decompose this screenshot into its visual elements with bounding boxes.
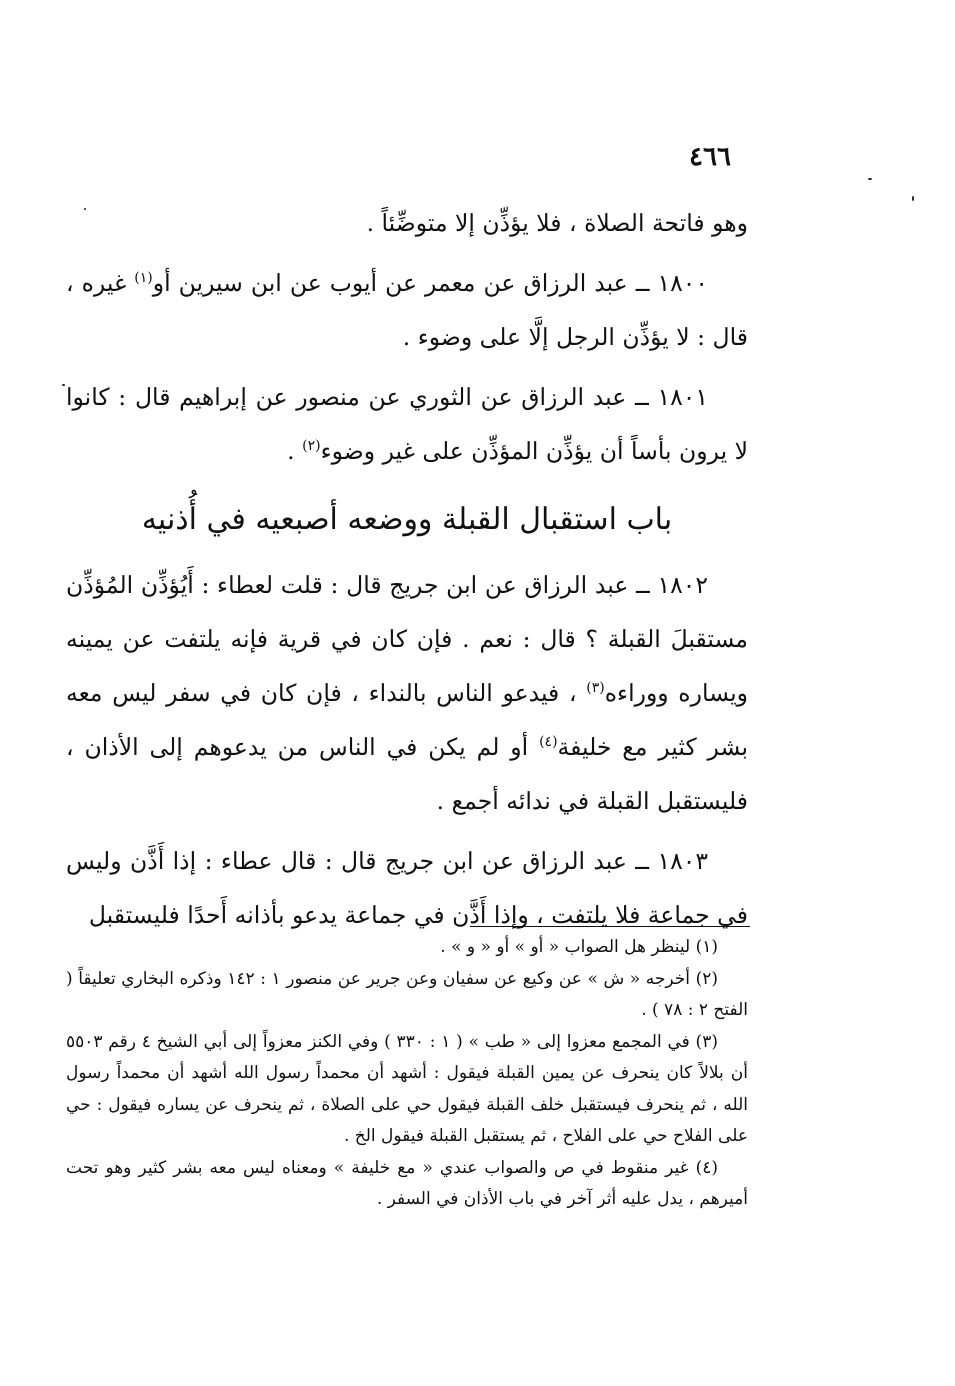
footnote-1: (١) لينظر هل الصواب « أو » أو « و » . <box>440 937 718 957</box>
paragraph-continuation: وهو فاتحة الصلاة ، فلا يؤذِّن إلا متوضِّئاً . <box>366 209 748 237</box>
p1802-c: أو لم يكن في الناس من يدعوهم إلى الأذان ، فليستقبل القبلة في ندائه أجمع . <box>66 733 748 815</box>
footnote-mark-3: (٣) <box>586 680 605 697</box>
footnotes <box>66 932 748 1216</box>
scan-speck <box>868 178 872 180</box>
p1801-text: ١٨٠١ ــ عبد الرزاق عن الثوري عن منصور عن إبراهيم قال : كانوا لا يرون بأساً أن يؤذِّن المؤذِّن على غير وضوء <box>66 383 748 465</box>
p1801-end: . <box>287 437 295 465</box>
footnote-4: (٤) غير منقوط في ص والصواب عندي « مع خليفة » ومعناه ليس معه بشر كثير وهو تحت أميرهم ، يدل عليه أثر آخر في باب الأذان في السفر . <box>66 1157 748 1209</box>
footnote-2: (٢) أخرجه « ش » عن وكيع عن سفيان وعن جرير عن منصور ١ : ١٤٢ وذكره البخاري تعليقاً ( الفتح ٢ : ٧٨ ) . <box>66 968 748 1020</box>
footnote-mark-1: (١) <box>134 270 153 287</box>
footnote-divider <box>470 926 750 927</box>
section-heading: باب استقبال القبلة ووضعه أصبعيه في أُذنيه <box>141 502 673 537</box>
scan-speck <box>62 384 65 386</box>
p1800-rest: غيره ، قال : لا يؤذِّن الرجل إلَّا على وضوء . <box>66 269 748 351</box>
p1802-a: ١٨٠٢ ــ عبد الرزاق عن ابن جريج قال : قلت لعطاء : أَيُؤذِّن المُؤذِّن مستقبلَ القبلة ؟ قال : نعم . فإن كان في قرية فإنه يلتفت عن يمينه ويساره ووراءه <box>66 571 748 707</box>
p1802-b: ، فيدعو الناس بالنداء ، فإن كان في سفر ليس معه بشر كثير مع خليفة <box>66 679 748 761</box>
footnote-mark-2: (٢) <box>302 438 321 455</box>
footnote-mark-4: (٤) <box>539 734 558 751</box>
p1800-text: ١٨٠٠ ــ عبد الرزاق عن معمر عن أيوب عن ابن سيرين أو <box>152 269 708 297</box>
footnote-3: (٣) في المجمع معزوا إلى « طب » ( ١ : ٣٣٠ ) وفي الكنز معزواً إلى أبي الشيخ ٤ رقم ٥٥٠٣ أن بلالاً كان ينحرف عن يمين القبلة فيقول : أشهد أن محمداً رسول الله أشهد أن محمداً رسول الله ، ثم ينحرف فيستقبل خلف القبلة فيقول حي على الصلاة ، ثم ينحرف عن يساره فيقول : حي على الفلاح حي على الفلاح ، ثم يستقبل القبلة فيقول الخ . <box>66 1031 748 1146</box>
paragraph-1801 <box>66 370 748 478</box>
page-number: ٤٦٦ <box>689 142 731 172</box>
paragraph-1802 <box>66 558 748 828</box>
main-text <box>66 196 748 948</box>
paragraph-1803: ١٨٠٣ ــ عبد الرزاق عن ابن جريج قال : قال عطاء : إذا أَذَّن وليس في جماعة فلا يلتفت ، وإذا أَذَّن في جماعة يدعو بأذانه أَحدًا فليستقبل <box>66 847 748 929</box>
scan-speck <box>84 208 86 210</box>
paragraph-1800 <box>66 256 748 364</box>
scan-speck <box>912 196 914 201</box>
